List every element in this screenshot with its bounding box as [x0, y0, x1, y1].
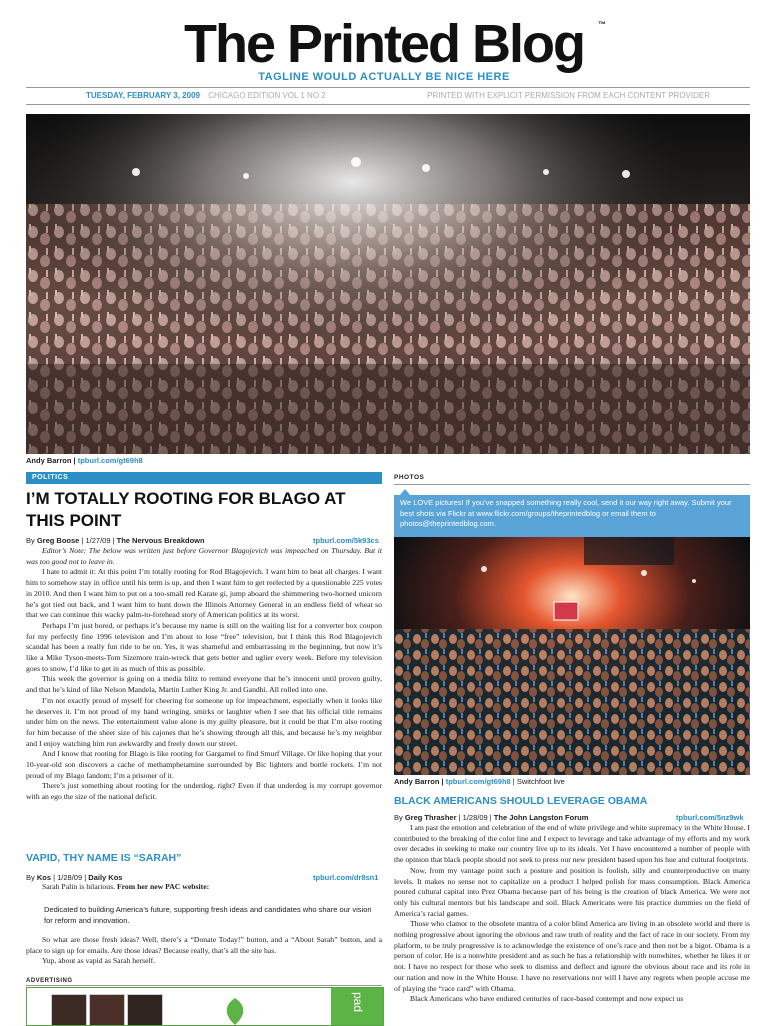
leaf-icon: [215, 998, 255, 1025]
credit-name: Andy Barron |: [26, 456, 76, 465]
byline-date: | 1/28/09 |: [456, 813, 494, 822]
divider: [26, 104, 750, 105]
divider: [26, 87, 750, 88]
byline-source: The Nervous Breakdown: [116, 536, 205, 545]
photo-credit: [394, 777, 565, 786]
masthead: [0, 0, 768, 112]
byline-prefix: By: [26, 536, 37, 545]
paragraph: [26, 882, 382, 893]
paragraph-emphasis: From her new PAC website:: [116, 882, 210, 891]
section-bar-politics: [26, 472, 382, 484]
section-label: POLITICS: [32, 474, 69, 481]
credit-name: Andy Barron |: [394, 777, 444, 786]
byline-date: | 1/27/09 |: [79, 536, 117, 545]
credit-link[interactable]: tpburl.com/gt69h8: [445, 777, 511, 786]
byline-prefix: By: [26, 873, 37, 882]
site-logo[interactable]: The Printed Blog: [184, 14, 584, 74]
article-body-3: [394, 823, 750, 1024]
article-byline-3: [394, 813, 588, 822]
ad-label: ADVERTISING: [26, 978, 73, 984]
paragraph: Now, from my vantage point such a posture and position is foolish, silly and counterproductive on many levels. It makes no sense not to capitalize on a product I helped polish for mass consumption. Black America poured cultural capital into Prez Obama because part of his being is the creation of black America. We were not only his cultural mentors but his landscape and soil. Black Americans were his practice dummies on the field of America’s racial games.: [394, 865, 750, 918]
paragraph: So what are those fresh ideas? Well, there’s a “Donate Today!” button, and a “About Sarah” button, and a place to sign up for emails. Are those ideas? Because really, that’s all the site has.: [26, 935, 382, 955]
permission-note: PRINTED WITH EXPLICIT PERMISSION FROM EACH CONTENT PROVIDER: [427, 91, 710, 100]
section-label-photos: PHOTOS: [394, 474, 425, 481]
paragraph: This week the governor is going on a media blitz to remind everyone that he’s innocent until proven guilty, and that he’s kind of like Nelson Mandela, Martin Luther King Jr. and Gandhi. All rolled into one.: [26, 674, 382, 695]
trademark-mark: ™: [598, 20, 606, 29]
paragraph: I am past the emotion and celebration of the end of white privilege and white supremacy in the White House. I contributed to the breaking of the color line and I expect to leverage and take advantage of my efforts and my work over decades in seeking to make our country live up to its ideals. Yet I have encountered a number of people with the opinion that black people should not seek to press our new president based upon his hue and cultural footprints.: [394, 823, 750, 865]
article-headline-2[interactable]: VAPID, THY NAME IS “SARAH”: [26, 852, 182, 864]
byline-source: The John Langston Forum: [493, 813, 589, 822]
dateline-date: FEBRUARY 3, 2009: [127, 91, 200, 100]
article-headline[interactable]: I’M TOTALLY ROOTING FOR BLAGO AT THIS POINT: [26, 489, 346, 530]
article-link-3[interactable]: tpburl.com/5nz9wk: [676, 813, 744, 822]
paragraph: And I know that rooting for Blago is like rooting for Gargamel to find Smurf Village. Or like hoping that your 10-year-old son discovers a cache of methamphetamine surrounded by Bic lighters and bottle rockets. I’m not proud of my Blago fandom; I’m a prisoner of it.: [26, 749, 382, 780]
edition-info: CHICAGO EDITION VOL 1 NO 2: [208, 91, 326, 100]
article-link-2[interactable]: tpburl.com/dr8sn1: [313, 873, 379, 882]
concert-image: [394, 537, 750, 775]
byline-author: Kos: [36, 873, 52, 882]
hero-photo[interactable]: [26, 114, 750, 454]
paragraph-text: Sarah Palin is hilarious.: [42, 882, 117, 891]
paragraph: Yup, about as vapid as Sarah herself.: [42, 956, 156, 966]
paragraph: Black Americans who have endured centuries of race-based contempt and now expect us: [410, 994, 684, 1004]
paragraph: Those who clamor to the obsolete mantra of a color blind America are living in an obsolete world and there is nothing progressive about ignoring the obvious and raw truth of reality and the fact of race in our society. From my platform, to be truly progressive is to acknowledge the existence of one’s race and then not be a bigot. Obama is a person of color. He is a nonwhite president and as such he has a relationship with nonwhites, whether he likes it or not. I have no respect for those who seek to dismiss and deflect and ignore the obvious about race and its role in our nation and now in the White House. I have no reservations nor will I have any regrets when people accuse me of playing the “race card” with Obama.: [394, 919, 750, 993]
credit-caption: | Switchfoot live: [510, 777, 565, 786]
byline-author: Greg Thrasher: [404, 813, 457, 822]
tagline: TAGLINE WOULD ACTUALLY BE NICE HERE: [258, 71, 510, 83]
ad-photo: [89, 994, 125, 1026]
photo-submission-promo: We LOVE pictures! If you’ve snapped something really cool, send it our way right away. Submit your best shots via Flickr at www.flickr.com/groups/theprintedblog or email them to photos@theprintedblog.com.: [394, 495, 750, 537]
block-quote: Dedicated to building America’s future, supporting fresh ideas and candidates who share our vision for reform and innovation.: [44, 905, 372, 925]
article-body-3: [26, 935, 382, 967]
article-link[interactable]: tpburl.com/5k93cs: [313, 536, 379, 545]
ad-banner: [331, 988, 383, 1025]
article-body: [26, 546, 382, 846]
article-headline-3[interactable]: BLACK AMERICANS SHOULD LEVERAGE OBAMA: [394, 795, 648, 807]
crowd-photo: [26, 114, 750, 454]
dateline: [86, 91, 326, 100]
divider: [394, 484, 750, 485]
byline-prefix: By: [394, 813, 405, 822]
divider: [26, 985, 382, 986]
credit-link[interactable]: tpburl.com/gt69h8: [77, 456, 143, 465]
byline-author: Greg Boose: [36, 536, 80, 545]
byline-date: | 1/28/09 |: [51, 873, 89, 882]
byline-source: Daily Kos: [88, 873, 123, 882]
photo-credit: [26, 456, 143, 465]
dateline-day: TUESDAY,: [86, 91, 125, 100]
ad-photo: [127, 994, 163, 1026]
article-byline-2: [26, 873, 122, 882]
advertisement[interactable]: [26, 987, 384, 1026]
paragraph: There’s just something about rooting for the underdog, right? Even if that underdog is my corrupt governor with an ego the size of the national deficit.: [26, 781, 382, 802]
ad-photo: [51, 994, 87, 1026]
editor-note: Editor’s Note: The below was written just before Governor Blagojevich was impeached on Thursday. But it was too good not to leave in.: [26, 546, 382, 566]
concert-photo[interactable]: [394, 537, 750, 775]
ad-text: pad: [351, 992, 365, 1013]
paragraph: Perhaps I’m just bored, or perhaps it’s because my name is still on the waiting list for a converter box coupon for my perfectly fine 1996 television and I’m about to lose “free” television, but I think this Rod Blagojevich scandal has been a really fun ride to be on. Yes, it was shameful and embarrassing in the beginning, but now it’s like a Mike Tyson-meets-Tom Sizemore train-wreck that gets better and uglier every week. Before my television goes to snow, I’d like to get in as much of this as possible.: [26, 620, 382, 673]
article-byline: [26, 536, 205, 545]
paragraph: I’m not exactly proud of myself for cheering for someone up for impeachment, especially when it looks like he deserves it. I’m not proud of my hand wringing, smirks or laughter when I see that his official title remains under him on the news. The entertainment value alone is my guilty pleasure, but it could be that I’m also rooting for him because of the sheer size of his cajones that he’s showing through all this, and because he’s my neighbor and I enjoy watching him run awkwardly and freely down our street.: [26, 695, 382, 748]
paragraph: I hate to admit it: At this point I’m totally rooting for Rod Blagojevich. I want him to beat all charges. I want him to somehow stay in office until his term is up, and then I want him to get reelected by a questionable 225 votes in 2010. And then I want him to put on a too-small red Karate gi, jump aboard the shimmering two-horned unicorn he’s got tied out back, and I want him to hunt down the Illinois Attorney General in an endless field of wheat so that we can continue this wacky palm-to-forehead story of American politics at its worst.: [26, 567, 382, 620]
article-body-2: [26, 882, 382, 893]
